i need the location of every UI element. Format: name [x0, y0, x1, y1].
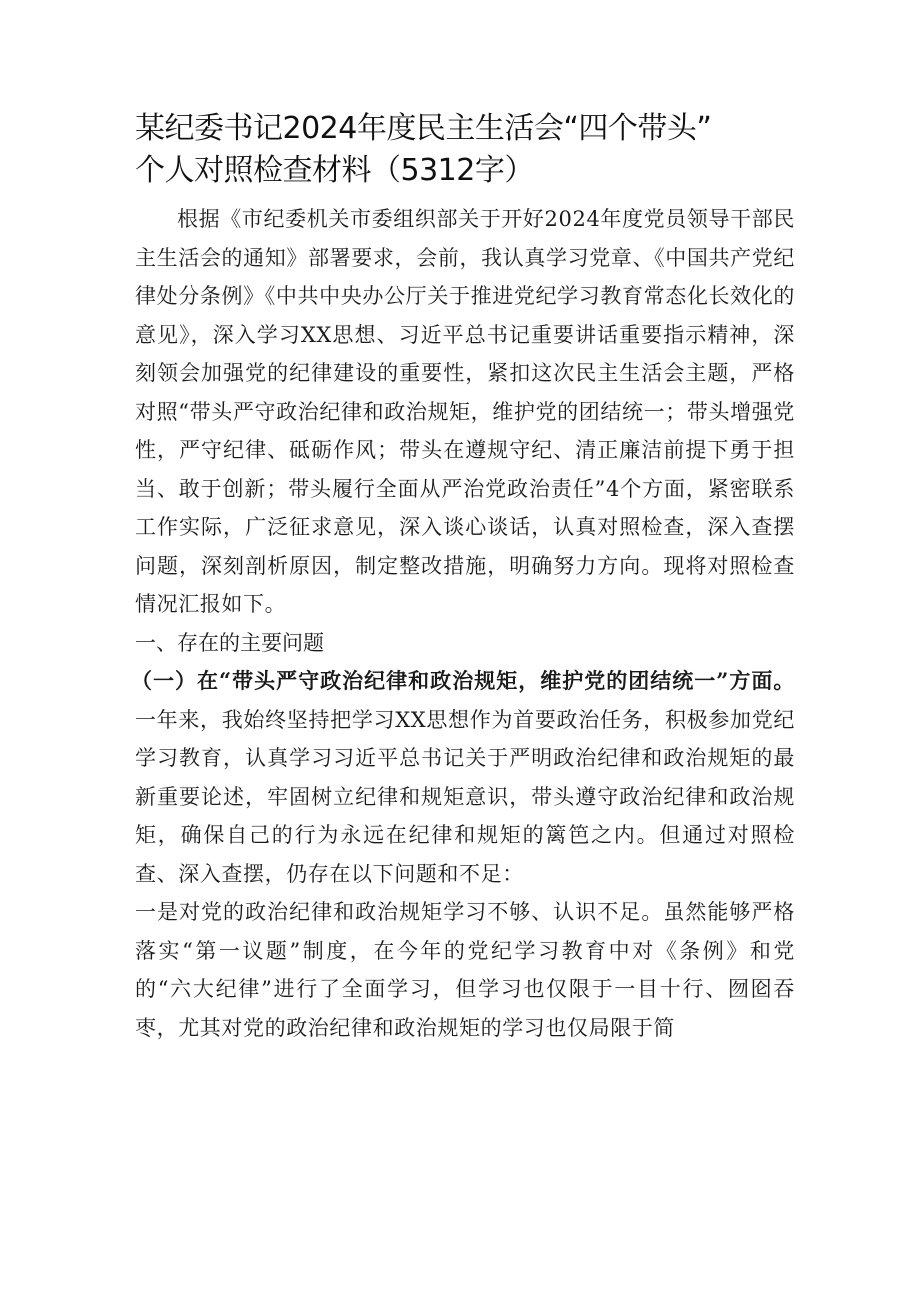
subsection-1-paragraph — [131, 662, 795, 893]
subsection-1-body: 一年来，我始终坚持把学习XX思想作为首要政治任务，积极参加党纪学习教育，认真学习习近平总书记关于严明政治纪律和政治规矩的最新重要论述，牢固树立纪律和规矩意识，带头遵守政治纪律和政治规矩，确保自己的行为永远在纪律和规矩的篱笆之内。但通过对照检查、深入查摆，仍存在以下问题和不足： — [135, 707, 795, 886]
point-1-paragraph: 一是对党的政治纪律和政治规矩学习不够、认识不足。虽然能够严格落实“第一议题”制度，在今年的党纪学习教育中对《条例》和党的“六大纪律”进行了全面学习，但学习也仅限于一目十行、囫囵吞枣，尤其对党的政治纪律和政治规矩的学习也仅局限于简 — [135, 900, 795, 1040]
title-line-2: 个人对照检查材料（5312字） — [135, 153, 534, 188]
document-page — [131, 108, 795, 1047]
intro-paragraph: 根据《市纪委机关市委组织部关于开好2024年度党员领导干部民主生活会的通知》部署要求，会前，我认真学习党章、《中国共产党纪律处分条例》《中共中央办公厅关于推进党纪学习教育常态化长效化的意见》，深入学习XX思想、习近平总书记重要讲话重要指示精神，深刻领会加强党的纪律建设的重要性，紧扣这次民主生活会主题，严格对照“带头严守政治纪律和政治规矩，维护党的团结统一；带头增强党性，严守纪律、砥砺作风；带头在遵规守纪、清正廉洁前提下勇于担当、敢于创新；带头履行全面从严治党政治责任”4个方面，紧密联系工作实际，广泛征求意见，深入谈心谈话，认真对照检查，深入查摆问题，深刻剖析原因，制定整改措施，明确努力方向。现将对照检查情况汇报如下。 — [135, 207, 795, 616]
document-title — [135, 108, 795, 192]
subsection-1-lead: （一）在“带头严守政治纪律和政治规矩，维护党的团结统一”方面。 — [131, 668, 795, 693]
section-heading-problems: 一、存在的主要问题 — [135, 630, 324, 655]
title-line-1: 某纪委书记2024年度民主生活会“四个带头” — [135, 111, 712, 146]
